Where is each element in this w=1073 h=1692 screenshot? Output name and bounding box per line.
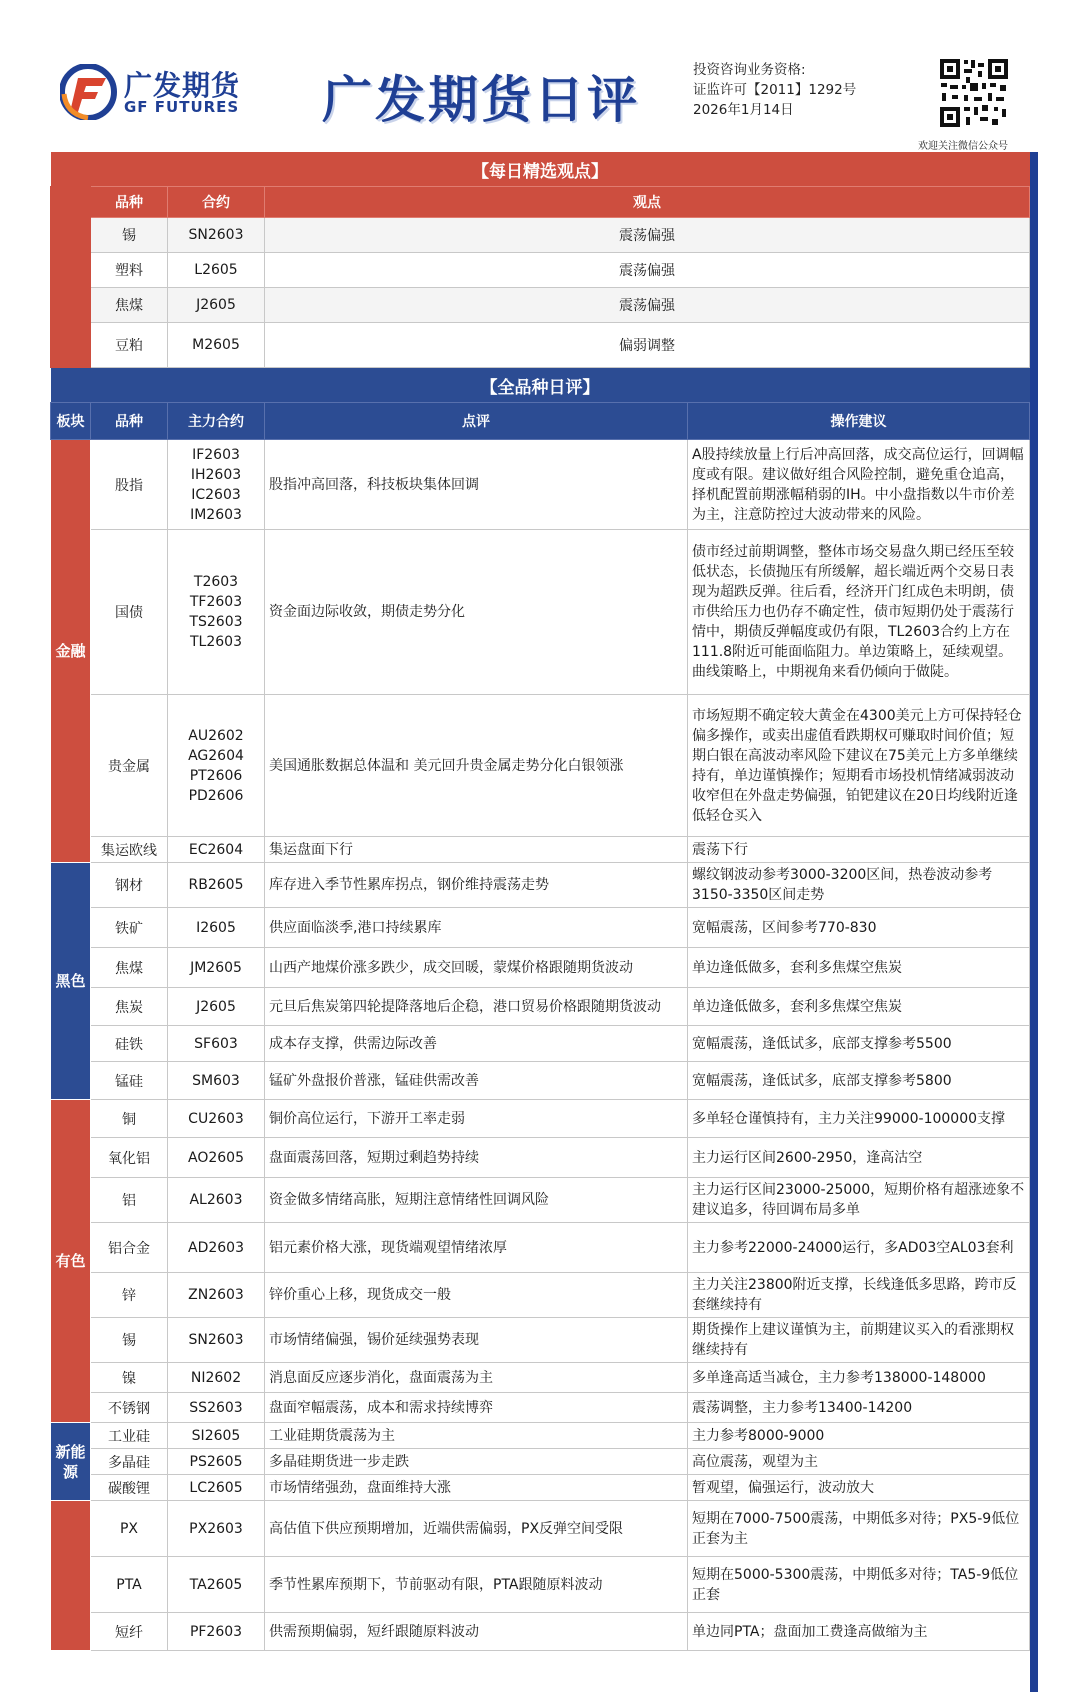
contract-code: IF2603 — [192, 446, 240, 463]
col-header: 观点 — [265, 187, 1030, 218]
comment-cell: 供应面临淡季,港口持续累库 — [265, 908, 688, 948]
advice-cell: 期货操作上建议谨慎为主，前期建议买入的看涨期权继续持有 — [688, 1318, 1030, 1363]
contract-cell — [168, 1062, 265, 1100]
table-row — [51, 1026, 1030, 1062]
advice-cell: 螺纹钢波动参考3000-3200区间，热卷波动参考3150-3350区间走势 — [688, 863, 1030, 908]
contract-code: SF603 — [194, 1035, 238, 1052]
contract-code: PX2603 — [189, 1520, 243, 1537]
table-row — [51, 837, 1030, 863]
variety-cell: 股指 — [91, 440, 168, 530]
table-row — [51, 1318, 1030, 1363]
sector-cell: 有色 — [51, 1100, 91, 1423]
view-cell: 震荡偏强 — [265, 288, 1030, 323]
table-row — [51, 1178, 1030, 1223]
gf-logo — [60, 62, 250, 122]
variety-cell: 铜 — [91, 1100, 168, 1138]
table-row — [51, 288, 1030, 323]
contract-cell — [168, 1557, 265, 1613]
variety-cell: 锡 — [91, 218, 168, 253]
advice-cell: 暂观望，偏强运行，波动放大 — [688, 1475, 1030, 1501]
col-header: 点评 — [265, 403, 688, 440]
contract-cell — [168, 1100, 265, 1138]
advice-cell: 宽幅震荡，逢低试多，底部支撑参考5800 — [688, 1062, 1030, 1100]
variety-cell: 豆粕 — [91, 323, 168, 368]
table-row — [51, 1393, 1030, 1423]
contract-code: NI2602 — [190, 1369, 242, 1386]
table-row — [51, 908, 1030, 948]
contract-code: J2605 — [196, 998, 236, 1015]
variety-cell: 贵金属 — [91, 695, 168, 837]
contract-code: TA2605 — [189, 1576, 243, 1593]
table-row — [51, 323, 1030, 368]
advice-cell: 主力参考22000-24000运行，多AD03空AL03套利 — [688, 1223, 1030, 1273]
comment-cell: 美国通胀数据总体温和 美元回升贵金属走势分化白银领涨 — [265, 695, 688, 837]
col-header: 合约 — [168, 187, 265, 218]
sector-cell: 黑色 — [51, 863, 91, 1100]
contract-code: SM603 — [192, 1072, 240, 1089]
contract-cell — [168, 1423, 265, 1449]
contract-code: IM2603 — [190, 506, 242, 523]
page-title: 广发期货日评 — [322, 71, 640, 129]
table-row — [51, 1223, 1030, 1273]
comment-cell: 资金面边际收敛，期债走势分化 — [265, 530, 688, 695]
comment-cell: 元旦后焦炭第四轮提降落地后企稳，港口贸易价格跟随期货波动 — [265, 988, 688, 1026]
contract-cell — [168, 530, 265, 695]
table-row — [51, 1273, 1030, 1318]
variety-cell: 集运欧线 — [91, 837, 168, 863]
comment-cell: 市场情绪偏强，锡价延续强势表现 — [265, 1318, 688, 1363]
daily-picks-table — [50, 152, 1030, 368]
contract-code: TF2603 — [189, 594, 243, 610]
contract-cell — [168, 1178, 265, 1223]
variety-cell: 铁矿 — [91, 908, 168, 948]
variety-cell: 氧化铝 — [91, 1138, 168, 1178]
comment-cell: 供需预期偏弱，短纤跟随原料波动 — [265, 1613, 688, 1651]
contract-cell — [168, 1138, 265, 1178]
advice-cell: 债市经过前期调整，整体市场交易盘久期已经压至较低状态，长债抛压有所缓解，超长端近两个交易日表现为超跌反弹。往后看，经济开门红成色未明朗，债市供给压力也仍存不确定性，债市短期仍处于震荡行情中，期债反弹幅度或仍有限，TL2603合约上方在111.8附近可能面临阻力。单边策略上，延续观望。曲线策略上，中期视角来看仍倾向于做陡。 — [688, 530, 1030, 695]
advice-cell: 高位震荡，观望为主 — [688, 1449, 1030, 1475]
variety-cell: 焦炭 — [91, 988, 168, 1026]
qr-caption: 欢迎关注微信公众号 — [918, 141, 1008, 152]
license-line: 投资咨询业务资格: — [693, 62, 806, 78]
contract-code: AO2605 — [188, 1149, 244, 1166]
table-row — [51, 863, 1030, 908]
comment-cell: 资金做多情绪高胀，短期注意情绪性回调风险 — [265, 1178, 688, 1223]
contract-cell — [168, 440, 265, 530]
variety-cell: 铝 — [91, 1178, 168, 1223]
contract-cell — [168, 1475, 265, 1501]
variety-cell: 锡 — [91, 1318, 168, 1363]
comment-cell: 成本存支撑，供需边际改善 — [265, 1026, 688, 1062]
contract-code: AD2603 — [188, 1239, 244, 1256]
contract-code: PD2606 — [188, 787, 244, 804]
advice-cell: 多单轻仓谨慎持有，主力关注99000-100000支撑 — [688, 1100, 1030, 1138]
advice-cell: 短期在5000-5300震荡，中期低多对待；TA5-9低位正套 — [688, 1557, 1030, 1613]
advice-cell: 震荡下行 — [688, 837, 1030, 863]
variety-cell: 硅铁 — [91, 1026, 168, 1062]
table-row — [51, 948, 1030, 988]
col-header: 主力合约 — [168, 403, 265, 440]
variety-cell: PTA — [91, 1557, 168, 1613]
table-row — [51, 1475, 1030, 1501]
logo-en-text: GF FUTURES — [124, 98, 240, 116]
comment-cell: 市场情绪强劲，盘面维持大涨 — [265, 1475, 688, 1501]
advice-cell: 主力参考8000-9000 — [688, 1423, 1030, 1449]
contract-code: AU2602 — [188, 727, 244, 744]
full-review-title: 【全品种日评】 — [51, 368, 1030, 403]
comment-cell: 锌价重心上移，现货成交一般 — [265, 1273, 688, 1318]
variety-cell: 塑料 — [91, 253, 168, 288]
contract-code: LC2605 — [189, 1479, 243, 1496]
col-header: 品种 — [91, 403, 168, 440]
contract-cell — [168, 837, 265, 863]
comment-cell: 集运盘面下行 — [265, 837, 688, 863]
variety-cell: 国债 — [91, 530, 168, 695]
comment-cell: 消息面反应逐步消化，盘面震荡为主 — [265, 1363, 688, 1393]
contract-cell — [168, 1501, 265, 1557]
comment-cell: 盘面震荡回落，短期过剩趋势持续 — [265, 1138, 688, 1178]
contract-cell — [168, 988, 265, 1026]
advice-cell: 短期在7000-7500震荡，中期低多对待；PX5-9低位正套为主 — [688, 1501, 1030, 1557]
comment-cell: 铜价高位运行，下游开工率走弱 — [265, 1100, 688, 1138]
contract-cell — [168, 1393, 265, 1423]
contract-cell — [168, 863, 265, 908]
variety-cell: 铝合金 — [91, 1223, 168, 1273]
variety-cell: 短纤 — [91, 1613, 168, 1651]
license-line: 证监许可【2011】1292号 — [693, 82, 857, 98]
right-accent-bar — [1030, 152, 1038, 1692]
view-cell: 偏弱调整 — [265, 323, 1030, 368]
contract-code: PT2606 — [189, 767, 243, 784]
contract-code: AG2604 — [188, 747, 244, 764]
table-row — [51, 1449, 1030, 1475]
contract-code: CU2603 — [188, 1110, 244, 1127]
comment-cell: 工业硅期货震荡为主 — [265, 1423, 688, 1449]
sector-cell: 金融 — [51, 440, 91, 863]
contract-code: PS2605 — [189, 1453, 243, 1470]
advice-cell: 震荡调整，主力参考13400-14200 — [688, 1393, 1030, 1423]
comment-cell: 锰矿外盘报价普涨，锰硅供需改善 — [265, 1062, 688, 1100]
advice-cell: 多单逢高适当减仓，主力参考138000-148000 — [688, 1363, 1030, 1393]
contract-cell — [168, 1613, 265, 1651]
advice-cell: 单边逢低做多，套利多焦煤空焦炭 — [688, 988, 1030, 1026]
contract-cell — [168, 695, 265, 837]
table-row — [51, 1613, 1030, 1651]
view-cell: 震荡偏强 — [265, 253, 1030, 288]
contract-cell: M2605 — [168, 323, 265, 368]
sector-cell — [51, 1501, 91, 1651]
table-row — [51, 1363, 1030, 1393]
contract-cell — [168, 1449, 265, 1475]
variety-cell: 锰硅 — [91, 1062, 168, 1100]
qr-code-icon — [938, 57, 1010, 129]
daily-picks-side — [51, 187, 91, 368]
contract-cell — [168, 1026, 265, 1062]
contract-code: ZN2603 — [188, 1287, 244, 1303]
contract-code: SS2603 — [189, 1399, 243, 1416]
contract-code: T2603 — [193, 574, 239, 590]
contract-code: EC2604 — [188, 841, 244, 858]
advice-cell: 主力运行区间23000-25000，短期价格有超涨迹象不建议追多，待回调布局多单 — [688, 1178, 1030, 1223]
variety-cell: 镍 — [91, 1363, 168, 1393]
table-row — [51, 1062, 1030, 1100]
comment-cell: 库存进入季节性累库拐点，钢价维持震荡走势 — [265, 863, 688, 908]
contract-cell — [168, 1318, 265, 1363]
contract-code: I2605 — [196, 919, 236, 936]
col-header: 板块 — [51, 403, 91, 440]
advice-cell: 单边同PTA；盘面加工费逢高做缩为主 — [688, 1613, 1030, 1651]
comment-cell: 季节性累库预期下，节前驱动有限，PTA跟随原料波动 — [265, 1557, 688, 1613]
contract-cell — [168, 1273, 265, 1318]
license-info — [693, 60, 856, 120]
logo-cn-text: 广发期货 — [124, 69, 241, 102]
contract-cell — [168, 1223, 265, 1273]
contract-cell: L2605 — [168, 253, 265, 288]
variety-cell: 焦煤 — [91, 948, 168, 988]
full-review-table — [50, 368, 1030, 1651]
col-header: 品种 — [91, 187, 168, 218]
advice-cell: 宽幅震荡，区间参考770-830 — [688, 908, 1030, 948]
table-row — [51, 1423, 1030, 1449]
report-body — [50, 152, 1030, 1651]
contract-cell: J2605 — [168, 288, 265, 323]
advice-cell: 主力关注23800附近支撑，长线逢低多思路，跨市反套继续持有 — [688, 1273, 1030, 1318]
advice-cell: 主力运行区间2600-2950，逢高沽空 — [688, 1138, 1030, 1178]
comment-cell: 山西产地煤价涨多跌少，成交回暖，蒙煤价格跟随期货波动 — [265, 948, 688, 988]
comment-cell: 股指冲高回落，科技板块集体回调 — [265, 440, 688, 530]
contract-code: PF2603 — [189, 1623, 243, 1640]
table-row — [51, 218, 1030, 253]
comment-cell: 铝元素价格大涨，现货端观望情绪浓厚 — [265, 1223, 688, 1273]
variety-cell: 锌 — [91, 1273, 168, 1318]
table-row — [51, 530, 1030, 695]
contract-cell — [168, 948, 265, 988]
contract-code: AL2603 — [189, 1192, 243, 1208]
variety-cell: 碳酸锂 — [91, 1475, 168, 1501]
table-row — [51, 1557, 1030, 1613]
advice-cell: 单边逢低做多，套利多焦煤空焦炭 — [688, 948, 1030, 988]
contract-cell — [168, 908, 265, 948]
contract-code: IC2603 — [191, 486, 241, 503]
variety-cell: 不锈钢 — [91, 1393, 168, 1423]
variety-cell: 工业硅 — [91, 1423, 168, 1449]
daily-picks-title: 【每日精选观点】 — [51, 152, 1030, 187]
table-row — [51, 1138, 1030, 1178]
contract-code: IH2603 — [190, 466, 242, 483]
comment-cell: 高估值下供应预期增加，近端供需偏弱，PX反弹空间受限 — [265, 1501, 688, 1557]
contract-code: TS2603 — [189, 614, 243, 630]
variety-cell: 多晶硅 — [91, 1449, 168, 1475]
col-header: 操作建议 — [688, 403, 1030, 440]
advice-cell: A股持续放量上行后冲高回落，成交高位运行，回调幅度或有限。建议做好组合风险控制，避免重仓追高，择机配置前期涨幅稍弱的IH。中小盘指数以牛市价差为主，注意防控过大波动带来的风险。 — [688, 440, 1030, 530]
contract-cell — [168, 1363, 265, 1393]
comment-cell: 多晶硅期货进一步走跌 — [265, 1449, 688, 1475]
contract-code: TL2603 — [190, 634, 242, 650]
table-row — [51, 988, 1030, 1026]
table-row — [51, 1100, 1030, 1138]
contract-code: SI2605 — [191, 1427, 241, 1444]
contract-cell: SN2603 — [168, 218, 265, 253]
view-cell: 震荡偏强 — [265, 218, 1030, 253]
sector-cell: 新能源 — [51, 1423, 91, 1501]
contract-code: JM2605 — [190, 959, 242, 976]
table-row — [51, 253, 1030, 288]
variety-cell: 焦煤 — [91, 288, 168, 323]
comment-cell: 盘面窄幅震荡，成本和需求持续博弈 — [265, 1393, 688, 1423]
contract-code: SN2603 — [188, 1332, 244, 1348]
table-row — [51, 695, 1030, 837]
advice-cell: 宽幅震荡，逢低试多，底部支撑参考5500 — [688, 1026, 1030, 1062]
variety-cell: PX — [91, 1501, 168, 1557]
variety-cell: 钢材 — [91, 863, 168, 908]
advice-cell: 市场短期不确定较大黄金在4300美元上方可保持轻仓偏多操作，或卖出虚值看跌期权可赚取时间价值；短期白银在高波动率风险下建议在75美元上方多单继续持有，单边谨慎操作；短期看市场投机情绪减弱波动收窄但在外盘走势偏强，铂钯建议在20日均线附近逢低轻仓买入 — [688, 695, 1030, 837]
gf-logo-icon — [60, 64, 118, 120]
contract-code: RB2605 — [188, 877, 244, 893]
report-date: 2026年1月14日 — [693, 102, 794, 118]
table-row — [51, 440, 1030, 530]
table-row — [51, 1501, 1030, 1557]
